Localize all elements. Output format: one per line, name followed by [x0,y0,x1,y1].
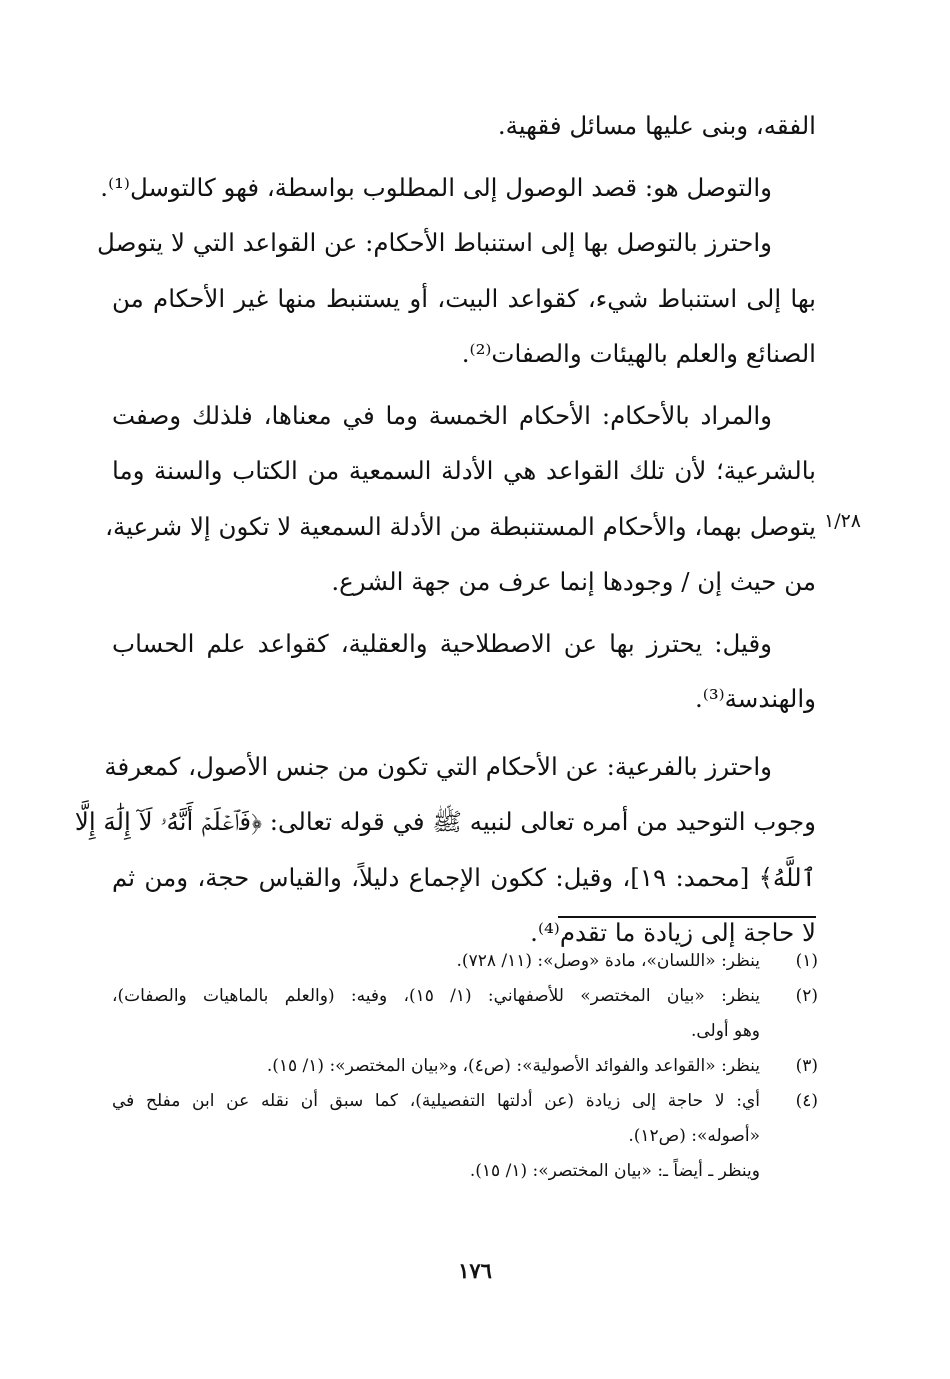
text-line: بها إلى استنباط شيء، كقواعد البيت، أو يستنبط منها غير الأحكام من [112,283,816,313]
footnote-line: ينظر: «بيان المختصر» للأصفهاني: (١/ ١٥)، وفيه: (والعلم بالماهيات والصفات)، [112,986,760,1006]
text-line: والمراد بالأحكام: الأحكام الخمسة وما في معناها، فلذلك وصفت [112,400,772,430]
footnote-number: (١) [795,951,818,971]
footnote [112,979,818,1049]
paragraph [100,160,816,216]
text-line: واحترز بالفرعية: عن الأحكام التي تكون من جنس الأصول، كمعرفة [104,751,772,781]
text-line: وقيل: يحترز بها عن الاصطلاحية والعقلية، كقواعد علم الحساب [112,628,772,658]
footnote-line: أي: لا حاجة إلى زيادة (عن أدلتها التفصيلية)، كما سبق أن نقله عن ابن مفلح في [112,1091,760,1111]
footnote-number: (٣) [795,1056,818,1076]
text-line: الفقه، وبنى عليها مسائل فقهية. [497,111,816,140]
footnote [112,944,818,979]
footnote-line: وهو أولى. [690,1021,760,1041]
footnote-line: وينظر ـ أيضاً ـ: «بيان المختصر»: (١/ ١٥). [469,1161,760,1181]
footnote-line: «أصوله»: (ص١٢). [628,1126,760,1146]
text-line: لا حاجة إلى زيادة ما تقدم⁽⁴⁾. [530,918,816,947]
text-line: والهندسة⁽³⁾. [695,684,816,713]
text-line: من حيث إن / وجودها إنما عرف من جهة الشرع. [331,567,816,596]
text-line: واحترز بالتوصل بها إلى استنباط الأحكام: عن القواعد التي لا يتوصل [97,228,772,257]
margin-folio-reference: ١/٢٨ [824,510,862,532]
paragraph [97,215,816,382]
text-line: والتوصل هو: قصد الوصول إلى المطلوب بواسطة، فهو كالتوسل⁽¹⁾. [100,172,772,202]
footnote-separator [558,916,816,918]
footnote-line: ينظر: «القواعد والفوائد الأصولية»: (ص٤)، و«بيان المختصر»: (١/ ١٥). [266,1056,760,1076]
footnote [112,1084,818,1189]
text-line: وجوب التوحيد من أمره تعالى لنبيه ﷺ في قوله تعالى: ﴿فَٱعۡلَمۡ أَنَّهُۥ لَآ إِلَٰهَ إِلَّا [74,807,816,836]
footnote-line: ينظر: «اللسان»، مادة «وصل»: (١١/ ٧٢٨). [456,951,760,971]
text-line: الصنائع والعلم بالهيئات والصفات⁽²⁾. [461,339,816,368]
text-line: بالشرعية؛ لأن تلك القواعد هي الأدلة السمعية من الكتاب والسنة وما [112,456,816,485]
page-number: ١٧٦ [458,1258,492,1283]
footnote-number: (٤) [795,1091,818,1111]
footnotes [112,944,818,1189]
paragraph [112,616,816,727]
text-line: يتوصل بهما، والأحكام المستنبطة من الأدلة السمعية لا تكون إلا شرعية، [105,511,816,541]
footnote [112,1049,818,1084]
text-line: ٱللَّهُ﴾ [محمد: ١٩]، وقيل: ككون الإجماع دليلاً، والقياس حجة، ومن ثم [112,862,816,892]
footnote-number: (٢) [795,986,818,1006]
paragraph [74,739,816,961]
paragraph [105,388,816,610]
main-text [74,98,816,961]
paragraph [112,98,816,154]
